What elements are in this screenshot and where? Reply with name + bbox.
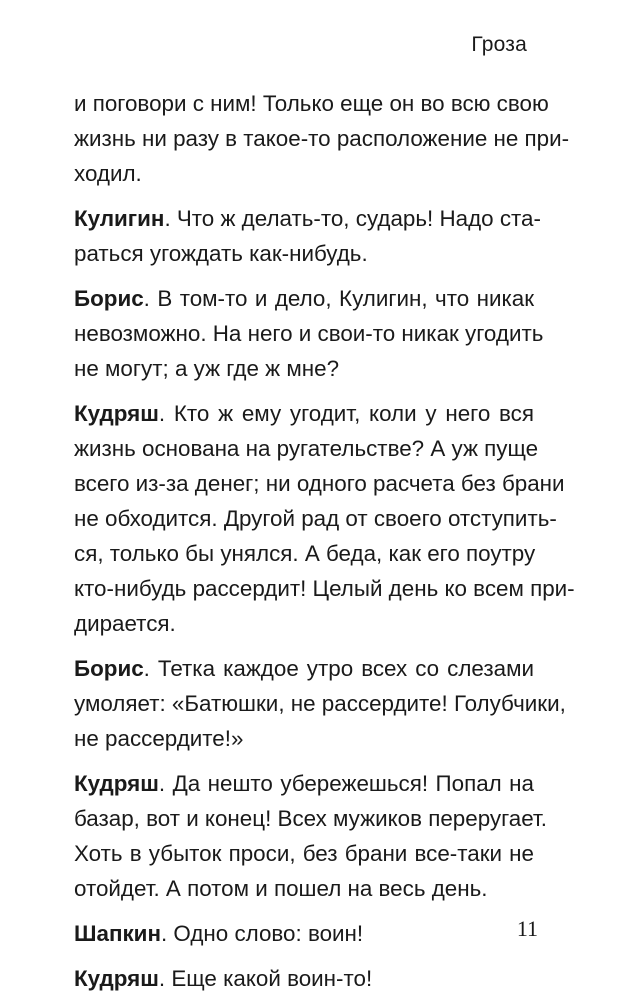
speech-text: . Что ж делать-то, сударь! Надо ста- [164, 206, 541, 231]
speaker-name: Кулигин [74, 206, 165, 231]
text-line [74, 201, 541, 236]
dialogue-paragraph [74, 396, 575, 641]
speech-text: . Тетка каждое утро всех со слезами [143, 656, 534, 681]
text-line: не могут; а уж где ж мне? [74, 356, 340, 381]
speech-text: . Кто ж ему угодит, коли у него вся [158, 401, 534, 426]
speaker-name: Борис [74, 656, 144, 681]
speech-text: . В том-то и дело, Кулигин, что никак [143, 286, 534, 311]
text-line [74, 766, 534, 801]
speaker-name: Борис [74, 286, 144, 311]
text-line: отойдет. А потом и пошел на весь день. [74, 876, 488, 901]
text-line: умоляет: «Батюшки, не рассердите! Голубчики, [74, 691, 566, 716]
text-line [74, 396, 534, 431]
dialogue-paragraph [74, 281, 544, 386]
speaker-name: Кудряш [74, 401, 159, 426]
text-line: не рассердите!» [74, 726, 244, 751]
paragraph [74, 86, 570, 191]
speaker-name: Кудряш [74, 966, 159, 991]
text-line: базар, вот и конец! Всех мужиков переругает. [74, 806, 547, 831]
text-line: дирается. [74, 611, 176, 636]
running-title: Гроза [471, 33, 527, 56]
text-line: раться угождать как-нибудь. [74, 241, 368, 266]
page-number: 11 [516, 916, 538, 941]
text-line [74, 961, 534, 996]
text-line: и поговори с ним! Только еще он во всю свою [74, 91, 549, 116]
text-line: жизнь ни разу в такое-то расположение не при- [74, 126, 570, 151]
text-line [74, 916, 534, 951]
dialogue-paragraph [74, 916, 534, 951]
dialogue-paragraph [74, 651, 566, 756]
text-line: невозможно. На него и свои-то никак угодить [74, 321, 544, 346]
dialogue-paragraph [74, 766, 547, 906]
text-line: ся, только бы унялся. А беда, как его поутру [74, 541, 536, 566]
dialogue-paragraph [74, 961, 534, 996]
speaker-name: Кудряш [74, 771, 159, 796]
text-line [74, 651, 534, 686]
text-line: жизнь основана на ругательстве? А уж пуще [74, 436, 539, 461]
text-line: кто-нибудь рассердит! Целый день ко всем при- [74, 576, 575, 601]
page-text [74, 86, 575, 1006]
speaker-name: Шапкин [74, 921, 161, 946]
dialogue-paragraph [74, 201, 541, 271]
text-line: не обходится. Другой рад от своего отступить- [74, 506, 557, 531]
speech-text: . Одно слово: воин! [160, 921, 364, 946]
text-line: Хоть в убыток проси, без брани все-таки не [74, 841, 534, 866]
speech-text: . Еще какой воин-то! [158, 966, 373, 991]
text-line: ходил. [74, 161, 142, 186]
text-line: всего из-за денег; ни одного расчета без брани [74, 471, 565, 496]
text-line [74, 281, 534, 316]
speech-text: . Да нешто убережешься! Попал на [158, 771, 534, 796]
